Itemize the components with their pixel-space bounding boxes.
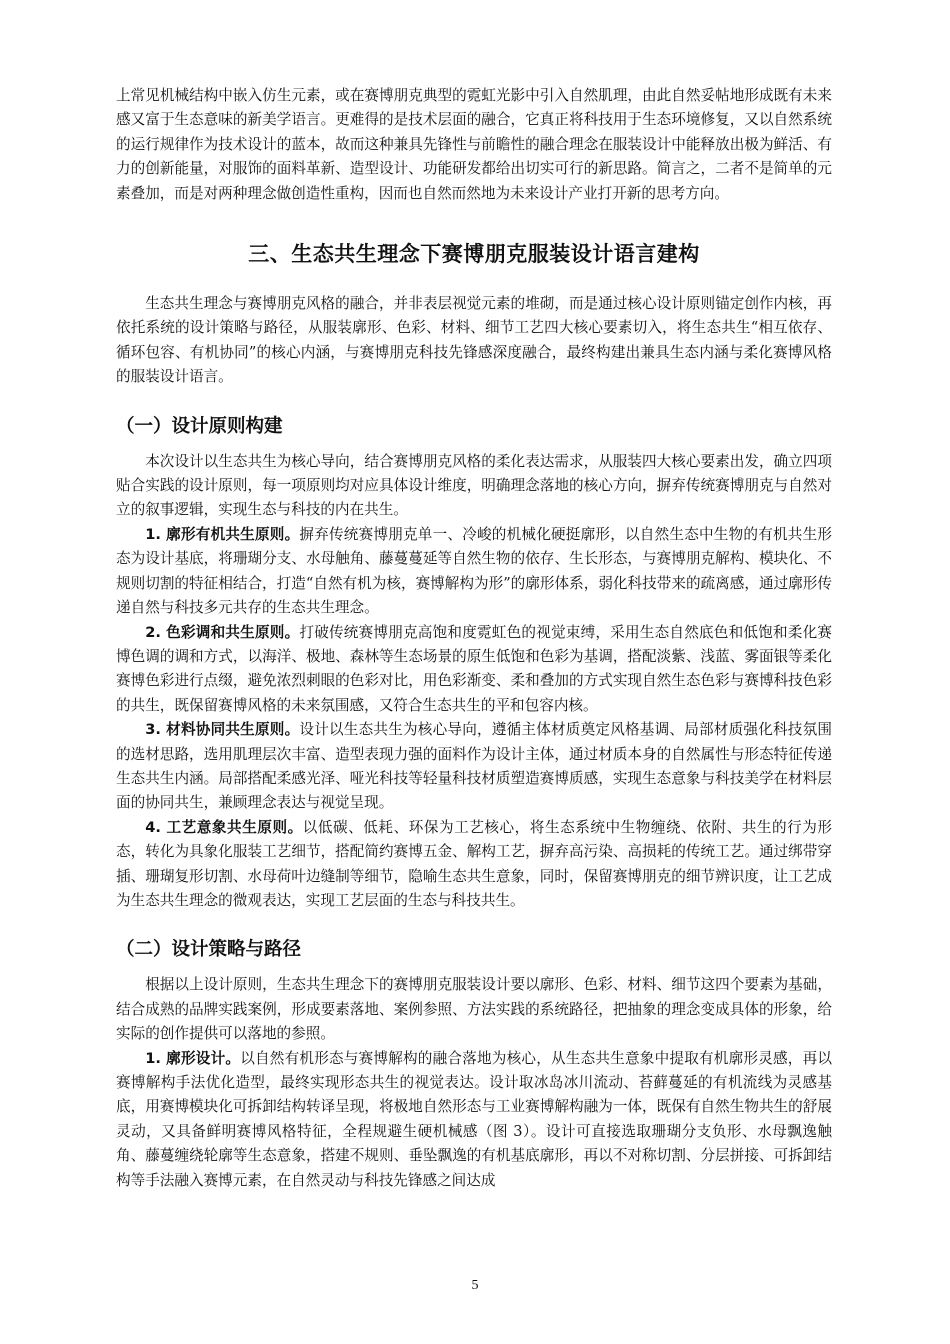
- strategy-1-text: 以自然有机形态与赛博解构的融合落地为核心，从生态共生意象中提取有机廓形灵感，再以赛博解构手法优化造型，最终实现形态共生的视觉表达。设计取冰岛冰川流动、苔藓蔓延的有机流线为灵感基底，用赛博模块化可拆卸结构转译呈现，将极地自然形态与工业赛博解构融为一体，既保有自然生物共生的舒展灵动，又具备鲜明赛博风格特征，全程规避生硬机械感（图 3）。设计可直接选取珊瑚分支负形、水母飘逸触角、藤蔓缠绕轮廓等生态意象，搭建不规则、垂坠飘逸的有机基底廓形，再以不对称切割、分层拼接、可拆卸结构等手法融入赛博元素，在自然灵动与科技先锋感之间达成: [116, 1049, 832, 1189]
- principle-4-label: 4. 工艺意象共生原则。: [145, 818, 303, 836]
- subsection-2-heading: （二）设计策略与路径: [116, 939, 302, 961]
- principle-1-text: 摒弃传统赛博朋克单一、冷峻的机械化硬挺廓形，以自然生态中生物的有机共生形态为设计基底，将珊瑚分支、水母触角、藤蔓蔓延等自然生物的依存、生长形态，与赛博朋克解构、模块化、不规则切割的特征相结合，打造“自然有机为核，赛博解构为形”的廓形体系，弱化科技带来的疏离感，通过廓形传递自然与科技多元共存的生态共生理念。: [116, 525, 832, 617]
- principle-4-text: 以低碳、低耗、环保为工艺核心，将生态系统中生物缠绕、依附、共生的行为形态，转化为具象化服装工艺细节，搭配简约赛博五金、解构工艺，摒弃高污染、高损耗的传统工艺。通过绑带穿插、珊瑚复形切割、水母荷叶边缝制等细节，隐喻生态共生意象，同时，保留赛博朋克的细节辨识度，让工艺成为生态共生理念的微观表达，实现工艺层面的生态与科技共生。: [116, 818, 832, 909]
- section-3-heading: 三、生态共生理念下赛博朋克服装设计语言建构: [248, 242, 700, 267]
- principle-2-label: 2. 色彩调和共生原则。: [145, 623, 300, 641]
- principle-1-label: 1. 廓形有机共生原则。: [145, 525, 300, 543]
- principle-3-text: 设计以生态共生为核心导向，遵循主体材质奠定风格基调、局部材质强化科技氛围的选材思路，选用肌理层次丰富、造型表现力强的面料作为设计主体，通过材质本身的自然属性与形态特征传递生态共生内涵。局部搭配柔感光泽、哑光科技等轻量科技材质塑造赛博质感，实现生态意象与科技美学在材料层面的协同共生，兼顾理念表达与视觉呈现。: [116, 721, 832, 812]
- page-number: 5: [471, 1278, 479, 1293]
- principle-1-paragraph: [116, 523, 832, 621]
- principle-3-paragraph: [116, 718, 832, 816]
- intro-continuation-paragraph: 上常见机械结构中嵌入仿生元素，或在赛博朋克典型的霓虹光影中引入自然肌理，由此自然妥帖地形成既有未来感又富于生态意味的新美学语言。更难得的是技术层面的融合，它真正将科技用于生态环境修复，又以自然系统的运行规律作为技术设计的蓝本，故而这种兼具先锋性与前瞻性的融合理念在服装设计中能释放出极为鲜活、有力的创新能量，对服饰的面料革新、造型设计、功能研发都给出切实可行的新思路。简言之，二者不是简单的元素叠加，而是对两种理念做创造性重构，因而也自然而然地为未来设计产业打开新的思考方向。: [116, 87, 832, 202]
- strategy-1-label: 1. 廓形设计。: [145, 1049, 241, 1067]
- document-page: [116, 84, 832, 1193]
- strategy-1-paragraph: [116, 1047, 832, 1193]
- subsection-2-intro-paragraph: 根据以上设计原则，生态共生理念下的赛博朋克服装设计要以廓形、色彩、材料、细节这四个要素为基础，结合成熟的品牌实践案例，形成要素落地、案例参照、方法实践的系统路径，把抽象的理念变成具体的形象，给实际的创作提供可以落地的参照。: [116, 976, 832, 1043]
- principle-3-label: 3. 材料协同共生原则。: [145, 721, 300, 739]
- section-3-intro-paragraph: 生态共生理念与赛博朋克风格的融合，并非表层视觉元素的堆砌，而是通过核心设计原则锚定创作内核，再依托系统的设计策略与路径，从服装廓形、色彩、材料、细节工艺四大核心要素切入，将生态共生“相互依存、循环包容、有机协同”的核心内涵，与赛博朋克科技先锋感深度融合，最终构建出兼具生态内涵与柔化赛博风格的服装设计语言。: [116, 295, 832, 386]
- principle-2-text: 打破传统赛博朋克高饱和度霓虹色的视觉束缚，采用生态自然底色和低饱和柔化赛博色调的调和方式，以海洋、极地、森林等生态场景的原生低饱和色彩为基调，搭配淡紫、浅蓝、雾面银等柔化赛博色彩进行点缀，避免浓烈刺眼的色彩对比，用色彩渐变、柔和叠加的方式实现自然生态色彩与赛博科技色彩的共生，既保留赛博风格的未来氛围感，又符合生态共生的平和包容内核。: [116, 623, 832, 714]
- principle-2-paragraph: [116, 621, 832, 719]
- subsection-1-intro-paragraph: 本次设计以生态共生为核心导向，结合赛博朋克风格的柔化表达需求，从服装四大核心要素出发，确立四项贴合实践的设计原则，每一项原则均对应具体设计维度，明确理念落地的核心方向，摒弃传统赛博朋克与自然对立的叙事逻辑，实现生态与科技的内在共生。: [116, 452, 832, 519]
- subsection-1-heading: （一）设计原则构建: [116, 415, 283, 437]
- principle-4-paragraph: [116, 816, 832, 914]
